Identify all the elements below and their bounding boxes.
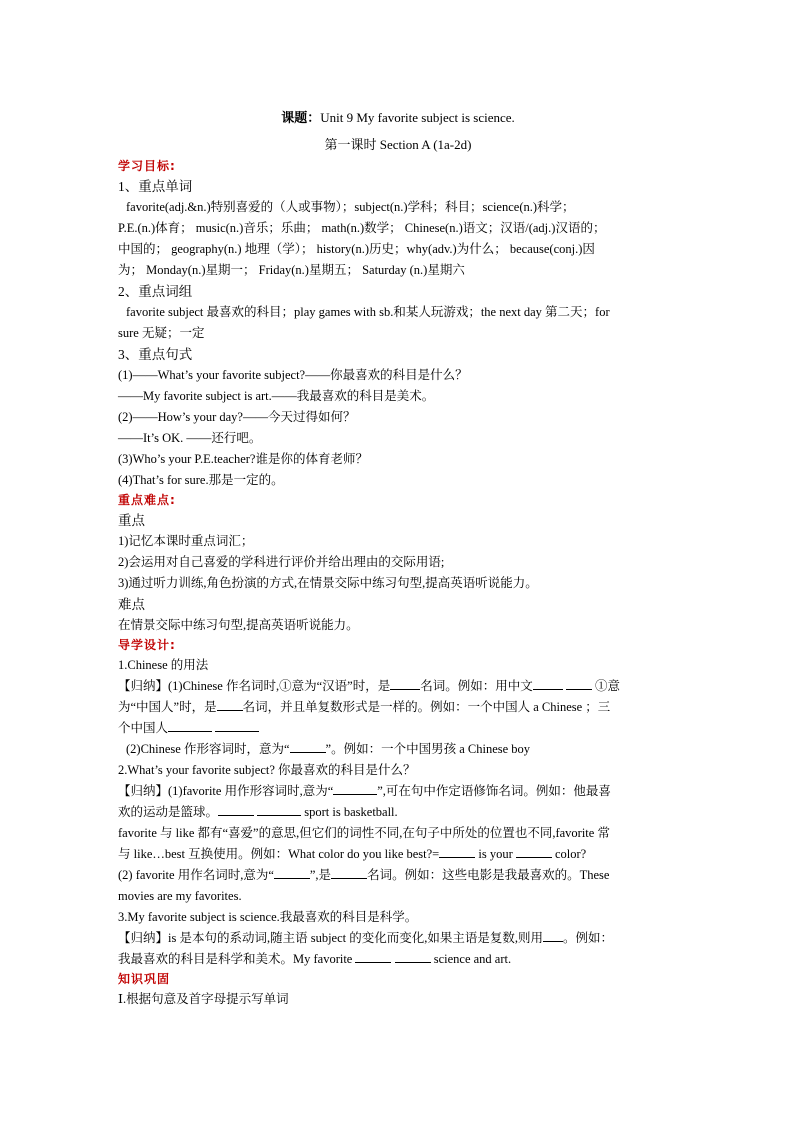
- point3-line: 我最喜欢的科目是科学和美术。My favorite science and art.: [118, 952, 512, 966]
- fill-blank: [257, 803, 301, 816]
- point2-line: 【归纳】(1)favorite 用作形容词时,意为“ ”,可在句中作定语修饰名词。例如：他最喜: [118, 784, 611, 798]
- point2-line: 欢的运动是篮球。 sport is basketball.: [118, 805, 398, 819]
- title-text: Unit 9 My favorite subject is science.: [320, 110, 515, 125]
- words-line: favorite(adj.&n.)特别喜爱的（人或事物）；subject(n.)学科；科目；science(n.)科学；: [126, 200, 575, 214]
- fill-blank: [516, 845, 552, 858]
- exercise-title: Ⅰ.根据句意及首字母提示写单词: [118, 992, 289, 1006]
- phrases-line: favorite subject 最喜欢的科目；play games with sb.和某人玩游戏；the next day 第二天；for: [126, 305, 610, 319]
- sentence-line: (4)That’s for sure.那是一定的。: [118, 473, 284, 487]
- lesson-subtitle: 第一课时 Section A (1a-2d): [324, 137, 472, 152]
- key-points-title: 重点: [118, 513, 145, 528]
- objectives-heading: 学习目标:: [118, 159, 176, 173]
- sentence-line: (1)——What’s your favorite subject?——你最喜欢的科目是什么？: [118, 368, 468, 382]
- sentence-line: (2)——How’s your day?——今天过得如何？: [118, 410, 356, 424]
- fill-blank: [566, 677, 592, 690]
- key-point-line: 1)记忆本课时重点词汇；: [118, 534, 254, 548]
- point2-line: movies are my favorites.: [118, 889, 242, 903]
- fill-blank: [333, 782, 377, 795]
- sentence-line: ——It’s OK. ——还行吧。: [118, 431, 262, 445]
- point1-line: 【归纳】(1)Chinese 作名词时,①意为“汉语”时，是 名词。例如：用中文 ①意: [118, 679, 620, 693]
- sentence-line: ——My favorite subject is art.——我最喜欢的科目是美术。: [118, 389, 435, 403]
- fill-blank: [390, 677, 420, 690]
- point1-line: 为“中国人”时，是 名词，并且单复数形式是一样的。例如：一个中国人 a Chinese ；三: [118, 700, 611, 714]
- point1-line: (2)Chinese 作形容词时，意为“ ”。例如：一个中国男孩 a Chinese boy: [126, 742, 531, 756]
- document-page: [118, 108, 678, 1010]
- key-point-line: 3)通过听力训练,角色扮演的方式,在情景交际中练习句型,提高英语听说能力。: [118, 576, 538, 590]
- fill-blank: [543, 929, 563, 942]
- key-point-line: 2)会运用对自己喜爱的学科进行评价并给出理由的交际用语;: [118, 555, 445, 569]
- fill-blank: [290, 740, 326, 753]
- hard-point-line: 在情景交际中练习句型,提高英语听说能力。: [118, 618, 359, 632]
- words-line: P.E.(n.)体育； music(n.)音乐；乐曲； math(n.)数学； Chinese(n.)语文；汉语/(adj.)汉语的；: [118, 221, 606, 235]
- consolidate-heading: 知识巩固: [118, 972, 171, 986]
- point2-line: (2) favorite 用作名词时,意为“ ”,是 名词。例如：这些电影是我最喜欢的。These: [118, 868, 610, 882]
- fill-blank: [355, 950, 391, 963]
- fill-blank: [331, 866, 367, 879]
- point2-line: 与 like…best 互换使用。例如：What color do you like best?= is your color?: [118, 847, 587, 861]
- fill-blank: [168, 719, 212, 732]
- hard-points-title: 难点: [118, 597, 145, 612]
- words-line: 中国的； geography(n.) 地理（学）； history(n.)历史；why(adv.)为什么； because(conj.)因: [118, 242, 595, 256]
- lesson-title: [118, 108, 678, 129]
- difficulty-heading: 重点难点:: [118, 493, 176, 507]
- fill-blank: [395, 950, 431, 963]
- words-title: 1、重点单词: [118, 179, 193, 194]
- fill-blank: [274, 866, 310, 879]
- phrases-line: sure 无疑；一定: [118, 326, 205, 340]
- point3-title: 3.My favorite subject is science.我最喜欢的科目是科学。: [118, 910, 418, 924]
- sentences-title: 3、重点句式: [118, 347, 193, 362]
- title-label: 课题：: [281, 111, 321, 126]
- fill-blank: [439, 845, 475, 858]
- design-heading: 导学设计:: [118, 638, 176, 652]
- point2-line: favorite 与 like 都有“喜爱”的意思,但它们的词性不同,在句子中所处的位置也不同,favorite 常: [118, 826, 610, 840]
- point1-line: 个中国人: [118, 718, 678, 739]
- fill-blank: [217, 698, 243, 711]
- fill-blank: [215, 719, 259, 732]
- point3-line: 【归纳】is 是本句的系动词,随主语 subject 的变化而变化,如果主语是复数,则用 。例如：: [118, 931, 614, 945]
- phrases-title: 2、重点词组: [118, 284, 193, 299]
- fill-blank: [533, 677, 563, 690]
- sentence-line: (3)Who’s your P.E.teacher?谁是你的体育老师？: [118, 452, 368, 466]
- fill-blank: [218, 803, 254, 816]
- point2-title: 2.What’s your favorite subject? 你最喜欢的科目是什么？: [118, 763, 416, 777]
- words-line: 为； Monday(n.)星期一； Friday(n.)星期五； Saturday (n.)星期六: [118, 263, 465, 277]
- point1-title: 1.Chinese 的用法: [118, 658, 209, 672]
